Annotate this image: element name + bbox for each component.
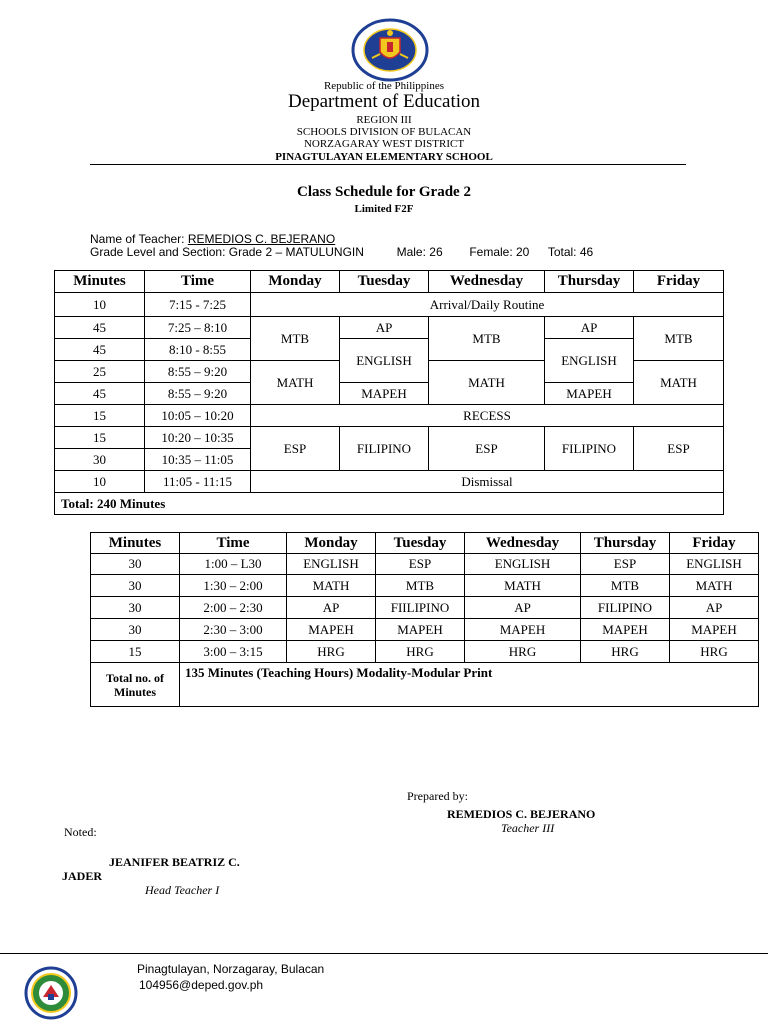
thursday-subject: FILIPINO	[545, 427, 634, 471]
header-wednesday: Wednesday	[465, 533, 581, 554]
row-minutes: 15	[55, 405, 145, 427]
cell: HRG	[581, 641, 670, 663]
thursday-subject: MAPEH	[545, 383, 634, 405]
cell: ENGLISH	[465, 554, 581, 575]
wednesday-subject: ESP	[429, 427, 545, 471]
cell: MTB	[376, 575, 465, 597]
header-thursday: Thursday	[581, 533, 670, 554]
header-friday: Friday	[670, 533, 759, 554]
total-count: Total: 46	[547, 245, 594, 259]
row-time: 10:05 – 10:20	[145, 405, 251, 427]
teacher-label: Name of Teacher:	[90, 232, 188, 246]
cell: MAPEH	[287, 619, 376, 641]
noter-name-line2: JADER	[62, 869, 103, 883]
cell: MTB	[581, 575, 670, 597]
grade-section: Grade Level and Section: Grade 2 – MATULUNGIN	[90, 245, 364, 259]
arrival-cell: Arrival/Daily Routine	[251, 293, 724, 317]
cell: AP	[287, 597, 376, 619]
friday-subject: ESP	[634, 427, 724, 471]
tuesday-subject: AP	[340, 317, 429, 339]
table-row	[91, 641, 759, 663]
table-row	[55, 405, 724, 427]
cell: 15	[91, 641, 180, 663]
noter-name-line1: JEANIFER BEATRIZ C.	[109, 855, 240, 869]
total-row	[55, 493, 724, 515]
cell: 30	[91, 554, 180, 575]
cell: ENGLISH	[287, 554, 376, 575]
row-time: 7:15 - 7:25	[145, 293, 251, 317]
header-monday: Monday	[287, 533, 376, 554]
cell: MATH	[670, 575, 759, 597]
cell: MAPEH	[581, 619, 670, 641]
header-monday: Monday	[251, 271, 340, 293]
header-wednesday: Wednesday	[429, 271, 545, 293]
female-count: Female: 20	[469, 245, 530, 259]
row-minutes: 45	[55, 317, 145, 339]
total-label-line2: Minutes	[114, 684, 156, 699]
table-row	[91, 597, 759, 619]
table-row	[91, 619, 759, 641]
republic-text: Republic of the Philippines	[323, 80, 445, 92]
tuesday-subject: FILIPINO	[340, 427, 429, 471]
dismissal-cell: Dismissal	[251, 471, 724, 493]
tuesday-subject: ENGLISH	[340, 339, 429, 383]
cell: HRG	[376, 641, 465, 663]
teacher-name: REMEDIOS C. BEJERANO	[187, 232, 336, 246]
cell: HRG	[670, 641, 759, 663]
cell: ESP	[581, 554, 670, 575]
row-time: 8:55 – 9:20	[145, 361, 251, 383]
table-row	[55, 471, 724, 493]
cell: FIILIPINO	[376, 597, 465, 619]
row-minutes: 10	[55, 293, 145, 317]
header-tuesday: Tuesday	[376, 533, 465, 554]
row-time: 11:05 - 11:15	[145, 471, 251, 493]
cell: 30	[91, 597, 180, 619]
cell: 2:00 – 2:30	[180, 597, 287, 619]
header-friday: Friday	[634, 271, 724, 293]
cell: AP	[670, 597, 759, 619]
footer-email[interactable]: 104956@deped.gov.ph	[139, 978, 264, 992]
friday-subject: MATH	[634, 361, 724, 405]
total-label-line1: Total no. of	[106, 670, 164, 685]
header-time: Time	[145, 271, 251, 293]
cell: 2:30 – 3:00	[180, 619, 287, 641]
row-minutes: 10	[55, 471, 145, 493]
document-title: Class Schedule for Grade 2	[297, 184, 471, 200]
header-minutes: Minutes	[91, 533, 180, 554]
row-time: 10:20 – 10:35	[145, 427, 251, 449]
cell: MAPEH	[670, 619, 759, 641]
district-text: NORZAGARAY WEST DISTRICT	[303, 138, 465, 150]
cell: MAPEH	[376, 619, 465, 641]
footer-address: Pinagtulayan, Norzagaray, Bulacan	[137, 962, 325, 976]
thursday-subject: AP	[545, 317, 634, 339]
cell: 1:00 – L30	[180, 554, 287, 575]
table-header-row	[55, 271, 724, 293]
tuesday-subject: MAPEH	[340, 383, 429, 405]
section-info	[90, 245, 593, 259]
recess-cell: RECESS	[251, 405, 724, 427]
cell: MATH	[465, 575, 581, 597]
school-name: PINAGTULAYAN ELEMENTARY SCHOOL	[275, 151, 493, 163]
header-divider	[90, 164, 686, 165]
morning-schedule-table	[54, 270, 724, 515]
row-time: 7:25 – 8:10	[145, 317, 251, 339]
prepared-by-label: Prepared by:	[407, 789, 468, 803]
table-row	[55, 293, 724, 317]
table-row	[55, 339, 724, 361]
cell: HRG	[465, 641, 581, 663]
cell: ENGLISH	[670, 554, 759, 575]
noted-label: Noted:	[64, 825, 97, 839]
table-row	[91, 575, 759, 597]
cell: MAPEH	[465, 619, 581, 641]
header-minutes: Minutes	[55, 271, 145, 293]
row-minutes: 45	[55, 339, 145, 361]
row-minutes: 30	[55, 449, 145, 471]
cell: 30	[91, 575, 180, 597]
row-time: 10:35 – 11:05	[145, 449, 251, 471]
preparer-position: Teacher III	[501, 821, 555, 835]
wednesday-subject: MTB	[429, 317, 545, 361]
cell: ESP	[376, 554, 465, 575]
noter-position: Head Teacher I	[145, 883, 220, 897]
afternoon-schedule-table	[90, 532, 759, 707]
footer-divider	[0, 953, 768, 954]
row-time: 8:10 - 8:55	[145, 339, 251, 361]
school-logo-icon	[24, 966, 78, 1020]
table-row	[55, 383, 724, 405]
header-tuesday: Tuesday	[340, 271, 429, 293]
total-minutes: Total: 240 Minutes	[55, 493, 724, 515]
row-minutes: 25	[55, 361, 145, 383]
row-time: 8:55 – 9:20	[145, 383, 251, 405]
cell: 3:00 – 3:15	[180, 641, 287, 663]
teacher-info	[90, 232, 335, 246]
table-row	[55, 317, 724, 339]
division-text: SCHOOLS DIVISION OF BULACAN	[296, 126, 472, 138]
friday-subject: MTB	[634, 317, 724, 361]
monday-subject: MATH	[251, 361, 340, 405]
header-thursday: Thursday	[545, 271, 634, 293]
region-text: REGION III	[356, 114, 412, 126]
monday-subject: ESP	[251, 427, 340, 471]
total-row	[91, 663, 759, 707]
cell: HRG	[287, 641, 376, 663]
row-minutes: 45	[55, 383, 145, 405]
table-row	[55, 427, 724, 449]
thursday-subject: ENGLISH	[545, 339, 634, 383]
department-name: Department of Education	[287, 91, 481, 112]
cell: 30	[91, 619, 180, 641]
total-minutes-text: 135 Minutes (Teaching Hours) Modality-Modular Print	[180, 663, 759, 707]
deped-seal-icon	[350, 18, 430, 82]
monday-subject: MTB	[251, 317, 340, 361]
cell: 1:30 – 2:00	[180, 575, 287, 597]
header-time: Time	[180, 533, 287, 554]
cell: AP	[465, 597, 581, 619]
document-subtitle: Limited F2F	[354, 203, 414, 215]
row-minutes: 15	[55, 427, 145, 449]
cell: MATH	[287, 575, 376, 597]
table-header-row	[91, 533, 759, 554]
male-count: Male: 26	[396, 245, 443, 259]
wednesday-subject: MATH	[429, 361, 545, 405]
table-row	[91, 554, 759, 575]
preparer-name: REMEDIOS C. BEJERANO	[447, 807, 596, 821]
total-label	[91, 663, 180, 707]
cell: FILIPINO	[581, 597, 670, 619]
